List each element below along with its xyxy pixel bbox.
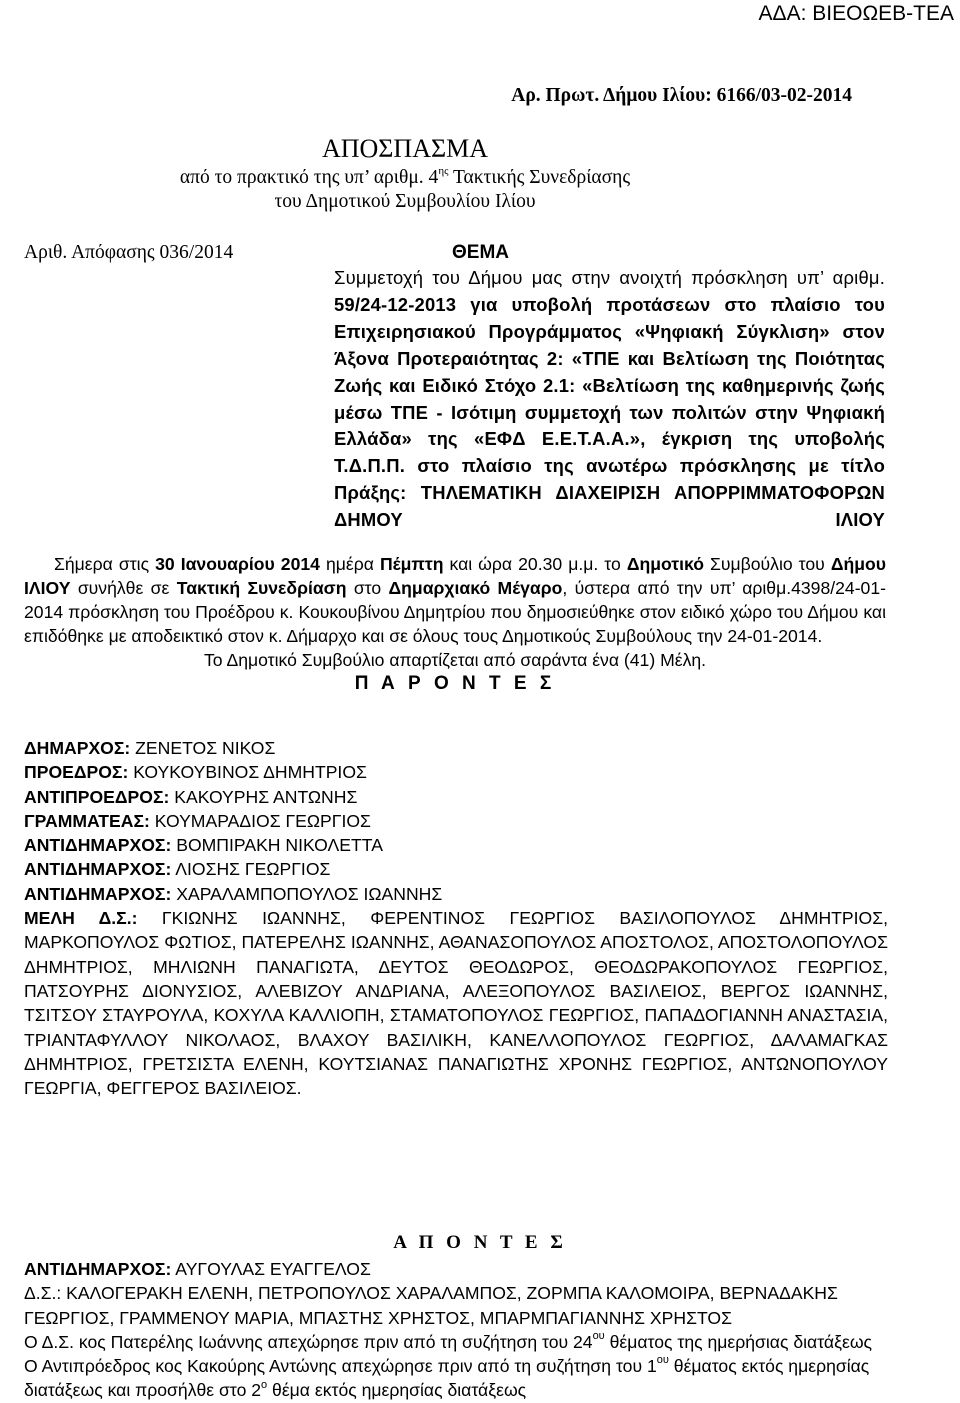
person-name: ΑΥΓΟΥΛΑΣ ΕΥΑΓΓΕΛΟΣ bbox=[171, 1259, 371, 1279]
extract-subtitle-2: του Δημοτικού Συμβουλίου Ιλίου bbox=[274, 191, 536, 212]
present-row bbox=[24, 833, 888, 857]
extract-subtitle-1 bbox=[140, 166, 670, 189]
person-name: ΖΕΝΕΤΟΣ ΝΙΚΟΣ bbox=[130, 738, 276, 758]
intro-paragraph bbox=[24, 552, 886, 697]
members-label: ΜΕΛΗ Δ.Σ.: bbox=[24, 908, 138, 929]
departure-note-2 bbox=[24, 1354, 888, 1403]
present-row bbox=[24, 760, 888, 784]
present-row bbox=[24, 809, 888, 833]
ada-code: ΑΔΑ: ΒΙΕΟΩΕΒ-ΤΕΑ bbox=[758, 2, 954, 25]
extract-title: ΑΠΟΣΠΑΣΜΑ bbox=[321, 134, 489, 163]
person-name: ΧΑΡΑΛΑΜΠΟΠΟΥΛΟΣ ΙΩΑΝΝΗΣ bbox=[171, 883, 443, 904]
note-sup: ου bbox=[656, 1354, 669, 1367]
absent-heading: Α Π Ο Ν Τ Ε Σ bbox=[393, 1232, 567, 1253]
meeting-day: Πέμπτη bbox=[379, 554, 444, 574]
intro-text: ημέρα bbox=[319, 554, 380, 574]
intro-text: και ώρα 20.30 μ.μ. το bbox=[443, 554, 627, 574]
person-name: ΒΟΜΠΙΡΑΚΗ ΝΙΚΟΛΕΤΤΑ bbox=[171, 835, 383, 856]
extract-line1-sup: ης bbox=[438, 164, 449, 177]
note-text: θέματος εκτός ημερησίας διατάξεως και προσήλθε στο 2 bbox=[24, 1356, 870, 1401]
person-name: ΚΑΚΟΥΡΗΣ ΑΝΤΩΝΗΣ bbox=[169, 786, 358, 807]
present-row bbox=[24, 882, 888, 906]
note-sup: ου bbox=[592, 1330, 605, 1343]
note-text: Ο Δ.Σ. κος Πατερέλης Ιωάννης απεχώρησε πριν από τη συζήτηση του 24 bbox=[24, 1331, 593, 1352]
council-members bbox=[24, 906, 888, 1100]
subject-text-part1: Συμμετοχή του Δήμου μας στην ανοιχτή πρόσκληση υπ’ αριθμ. bbox=[334, 267, 885, 288]
person-name: ΚΟΥΚΟΥΒΙΝΟΣ ΔΗΜΗΤΡΙΟΣ bbox=[128, 762, 367, 783]
absent-row bbox=[24, 1257, 888, 1281]
role-label: ΔΗΜΑΡΧΟΣ: bbox=[24, 738, 131, 758]
role-label: ΠΡΟΕΔΡΟΣ: bbox=[24, 762, 129, 783]
meeting-venue: Δημαρχιακό Μέγαρο bbox=[388, 578, 563, 599]
subject-label: ΘΕΜΑ bbox=[452, 242, 509, 263]
role-label: ΑΝΤΙΠΡΟΕΔΡΟΣ: bbox=[24, 786, 170, 807]
intro-text: , ύστερα από την υπ’ αριθμ.4398/24-01-2014 πρόσκληση του Προέδρου κ. Κουκουβίνου Δημητρίου που δημοσιεύθηκε στον ειδικό χώρο του Δήμου και επιδόθηκε με αποδεικτικό στον κ. Δήμαρχο και σε όλους τους Δημοτικούς Συμβούλους την 24-01-2014. bbox=[24, 578, 886, 647]
person-name: ΚΟΥΜΑΡΑΔΙΟΣ ΓΕΩΡΓΙΟΣ bbox=[149, 810, 371, 831]
subject-text-part2: 59/24-12-2013 για υποβολή προτάσεων στο πλαίσιο του Επιχειρησιακού Προγράμματος «Ψηφιακή Σύγκλιση» στον Άξονα Προτεραιότητας 2: «ΤΠΕ και Βελτίωση της Ποιότητας Ζωής και Ειδικό Στόχο 2.1: «Βελτίωση της καθημερινής ζωής μέσω ΤΠΕ - Ισότιμη συμμετοχή των πολιτών στην Ψηφιακή Ελλάδα» της «ΕΦΔ Ε.Ε.Τ.Α.Α.», έγκριση της υποβολής Τ.Δ.Π.Π. στο πλαίσιο της ανωτέρω πρόσκλησης με τίτλο Πράξης: ΤΗΛΕΜΑΤΙΚΗ ΔΙΑΧΕΙΡΙΣΗ ΑΠΟΡΡΙΜΜΑΤΟΦΟΡΩΝ ΔΗΜΟΥ ΙΛΙΟΥ bbox=[334, 293, 885, 531]
note-text: θέματος της ημερήσιας διατάξεως bbox=[604, 1331, 873, 1352]
session-type: Τακτική Συνεδρίαση bbox=[176, 578, 347, 599]
intro-text: Σήμερα στις bbox=[54, 554, 156, 574]
present-list bbox=[24, 736, 888, 1100]
subject-text bbox=[334, 265, 885, 534]
intro-text: στο bbox=[346, 578, 389, 599]
present-heading: Π Α Ρ Ο Ν Τ Ε Σ bbox=[354, 673, 556, 695]
note-text: Ο Αντιπρόεδρος κος Κακούρης Αντώνης απεχώρησε πριν από τη συζήτηση του 1 bbox=[24, 1356, 657, 1377]
intro-text: Συμβούλιο του bbox=[703, 554, 831, 574]
person-name: ΛΙΟΣΗΣ ΓΕΩΡΓΙΟΣ bbox=[171, 859, 331, 880]
role-label: ΑΝΤΙΔΗΜΑΡΧΟΣ: bbox=[24, 883, 172, 904]
role-label: ΓΡΑΜΜΑΤΕΑΣ: bbox=[24, 810, 150, 831]
role-label: ΑΝΤΙΔΗΜΑΡΧΟΣ: bbox=[24, 835, 172, 856]
protocol-number: Αρ. Πρωτ. Δήμου Ιλίου: 6166/03-02-2014 bbox=[511, 85, 852, 106]
meeting-date: 30 Ιανουαρίου 2014 bbox=[155, 554, 320, 574]
absent-list bbox=[24, 1257, 888, 1403]
council-name: Δημοτικό bbox=[626, 554, 704, 574]
departure-note-1 bbox=[24, 1330, 888, 1354]
role-label: ΑΝΤΙΔΗΜΑΡΧΟΣ: bbox=[24, 1259, 172, 1279]
decision-number: Αριθ. Απόφασης 036/2014 bbox=[24, 242, 234, 263]
absent-members: Δ.Σ.: ΚΑΛΟΓΕΡΑΚΗ ΕΛΕΝΗ, ΠΕΤΡΟΠΟΥΛΟΣ ΧΑΡΑΛΑΜΠΟΣ, ΖΟΡΜΠΑ ΚΑΛΟΜΟΙΡΑ, ΒΕΡΝΑΔΑΚΗΣ ΓΕΩΡΓΙΟΣ, ΓΡΑΜΜΕΝΟΥ ΜΑΡΙΑ, ΜΠΑΣΤΗΣ ΧΡΗΣΤΟΣ, ΜΠΑΡΜΠΑΓΙΑΝΝΗΣ ΧΡΗΣΤΟΣ bbox=[24, 1283, 838, 1328]
role-label: ΑΝΤΙΔΗΜΑΡΧΟΣ: bbox=[24, 859, 172, 880]
members-names: ΓΚΙΩΝΗΣ ΙΩΑΝΝΗΣ, ΦΕΡΕΝΤΙΝΟΣ ΓΕΩΡΓΙΟΣ ΒΑΣΙΛΟΠΟΥΛΟΣ ΔΗΜΗΤΡΙΟΣ, ΜΑΡΚΟΠΟΥΛΟΣ ΦΩΤΙΟΣ, ΠΑΤΕΡΕΛΗΣ ΙΩΑΝΝΗΣ, ΑΘΑΝΑΣΟΠΟΥΛΟΣ ΑΠΟΣΤΟΛΟΣ, ΑΠΟΣΤΟΛΟΠΟΥΛΟΣ ΔΗΜΗΤΡΙΟΣ, ΜΗΛΙΩΝΗ ΠΑΝΑΓΙΩΤΑ, ΔΕΥΤΟΣ ΘΕΟΔΩΡΟΣ, ΘΕΟΔΩΡΑΚΟΠΟΥΛΟΣ ΓΕΩΡΓΙΟΣ, ΠΑΤΣΟΥΡΗΣ ΔΙΟΝΥΣΙΟΣ, ΑΛΕΒΙΖΟΥ ΑΝΔΡΙΑΝΑ, ΑΛΕΞΟΠΟΥΛΟΣ ΒΑΣΙΛΕΙΟΣ, ΒΕΡΓΟΣ ΙΩΑΝΝΗΣ, ΤΣΙΤΣΟΥ ΣΤΑΥΡΟΥΛΑ, ΚΟΧΥΛΑ ΚΑΛΛΙΟΠΗ, ΣΤΑΜΑΤΟΠΟΥΛΟΣ ΓΕΩΡΓΙΟΣ, ΠΑΠΑΔΟΓΙΑΝΝΗ ΑΝΑΣΤΑΣΙΑ, ΤΡΙΑΝΤΑΦΥΛΛΟΥ ΝΙΚΟΛΑΟΣ, ΒΛΑΧΟΥ ΒΑΣΙΛΙΚΗ, ΚΑΝΕΛΛΟΠΟΥΛΟΣ ΓΕΩΡΓΙΟΣ, ΔΑΛΑΜΑΓΚΑΣ ΔΗΜΗΤΡΙΟΣ, ΓΡΕΤΣΙΣΤΑ ΕΛΕΝΗ, ΚΟΥΤΣΙΑΝΑΣ ΠΑΝΑΓΙΩΤΗΣ ΧΡΟΝΗΣ ΓΕΩΡΓΙΟΣ, ΑΝΤΩΝΟΠΟΥΛΟΥ ΓΕΩΡΓΙΑ, ΦΕΓΓΕΡΟΣ ΒΑΣΙΛΕΙΟΣ. bbox=[24, 908, 889, 1099]
extract-line1-post: Τακτικής Συνεδρίασης bbox=[448, 167, 631, 188]
municipality-name: Δήμου ΙΛΙΟΥ bbox=[24, 554, 886, 599]
present-row bbox=[24, 736, 888, 760]
members-count: Το Δημοτικό Συμβούλιο απαρτίζεται από σαράντα ένα (41) Μέλη. bbox=[203, 650, 707, 671]
note-text: θέμα εκτός ημερησίας διατάξεως bbox=[267, 1380, 527, 1401]
intro-text: συνήλθε σε bbox=[70, 578, 177, 599]
extract-line1-text: από το πρακτικό της υπ’ αριθμ. 4 bbox=[179, 167, 439, 188]
note-sup: ο bbox=[261, 1378, 268, 1391]
present-row bbox=[24, 785, 888, 809]
present-row bbox=[24, 857, 888, 881]
